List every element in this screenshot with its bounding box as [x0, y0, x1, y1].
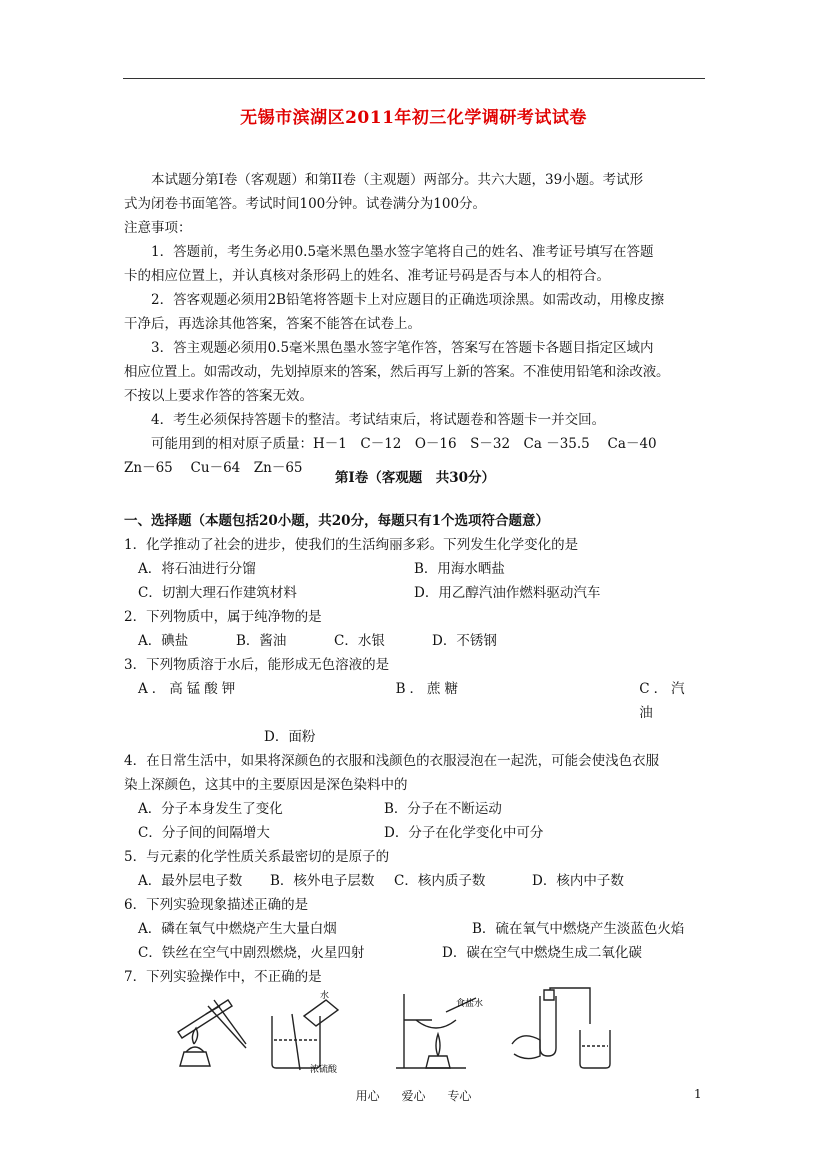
- part-title: 一、选择题（本题包括20小题，共20分，每题只有1个选项符合题意）: [124, 513, 549, 529]
- option-b: B．硫在氧气中燃烧产生淡蓝色火焰: [472, 921, 685, 937]
- option-d: D．面粉: [264, 729, 316, 745]
- note-line: 卡的相应位置上，并认真核对条形码上的姓名、准考证号码是否与本人的相符合。: [124, 268, 610, 284]
- intro-line: 本试题分第Ⅰ卷（客观题）和第II卷（主观题）两部分。共六大题，39小题。考试形: [151, 172, 644, 188]
- figure-dilution: [262, 986, 358, 1074]
- option-c: C．铁丝在空气中剧烈燃烧，火星四射: [138, 945, 365, 961]
- note-line: 2．答客观题必须用2B铅笔将答题卡上对应题目的正确选项涂黑。如需改动，用橡皮擦: [151, 292, 665, 308]
- section-heading: 第Ⅰ卷（客观题 共30分）: [334, 470, 496, 486]
- option-a: A．最外层电子数: [138, 873, 243, 889]
- intro-block: [124, 168, 706, 480]
- question-options: [124, 581, 706, 605]
- option-c: C．汽油: [639, 681, 689, 721]
- figure-heating-tube: [158, 986, 254, 1074]
- option-a: A．碘盐: [138, 633, 189, 649]
- question-stem: 6．下列实验现象描述正确的是: [124, 897, 309, 913]
- option-d: D．不锈钢: [432, 633, 497, 649]
- question-options: [124, 725, 706, 749]
- question-options: [124, 917, 706, 941]
- option-c: C．分子间的间隔增大: [138, 825, 270, 841]
- option-b: B．核外电子层数: [270, 873, 375, 889]
- option-d: D．核内中子数: [532, 873, 624, 889]
- option-b: B．蔗糖: [395, 681, 463, 697]
- note-line: 相应位置上。如需改动，先划掉原来的答案，然后再写上新的答案。不准使用铅笔和涂改液。: [124, 364, 670, 380]
- question-stem: 2．下列物质中，属于纯净物的是: [124, 609, 322, 625]
- option-c: C．切割大理石作建筑材料: [138, 585, 297, 601]
- question-stem: 7．下列实验操作中，不正确的是: [124, 969, 322, 985]
- footer-word: 爱心: [401, 1089, 426, 1103]
- question-options: [124, 629, 706, 653]
- page-number: 1: [694, 1087, 702, 1101]
- option-c: C．水银: [334, 633, 385, 649]
- question-options: [124, 797, 706, 821]
- question-stem: 3．下列物质溶于水后，能形成无色溶液的是: [124, 657, 390, 673]
- page-title: 无锡市滨湖区2011年初三化学调研考试试卷: [240, 108, 587, 128]
- option-a: A．磷在氧气中燃烧产生大量白烟: [138, 921, 337, 937]
- note-line: 干净后，再选涂其他答案，答案不能答在试卷上。: [124, 316, 421, 332]
- question-stem: 4．在日常生活中，如果将深颜色的衣服和浅颜色的衣服浸泡在一起洗，可能会使浅色衣服: [124, 753, 660, 769]
- figure-airtightness: [508, 986, 618, 1074]
- note-line: 4．考生必须保持答题卡的整洁。考试结束后，将试题卷和答题卡一并交回。: [151, 412, 606, 428]
- option-b: B．酱油: [236, 633, 287, 649]
- footer-word: 专心: [447, 1089, 472, 1103]
- option-d: D．用乙醇汽油作燃料驱动汽车: [414, 585, 601, 601]
- question-options: [124, 821, 706, 845]
- option-a: A．将石油进行分馏: [138, 561, 256, 577]
- note-line: 3．答主观题必须用0.5毫米黑色墨水签字笔作答，答案写在答题卡各题目指定区域内: [151, 340, 654, 356]
- questions-block: [124, 509, 706, 989]
- question-options: [124, 869, 706, 893]
- question-stem: 5．与元素的化学性质关系最密切的是原子的: [124, 849, 390, 865]
- question-options: [124, 941, 706, 965]
- label-water: 水: [320, 991, 330, 1001]
- header-rule: [123, 78, 705, 79]
- option-d: D．碳在空气中燃烧生成二氧化碳: [442, 945, 642, 961]
- intro-line: 式为闭卷书面笔答。考试时间100分钟。试卷满分为100分。: [124, 196, 487, 212]
- question-options: [124, 677, 706, 725]
- atomic-masses: 可能用到的相对原子质量：H－1 C－12 O－16 S－32 Ca －35.5 Ca－40: [151, 436, 657, 452]
- option-a: A．分子本身发生了变化: [138, 801, 283, 817]
- note-line: 1．答题前，考生务必用0.5毫米黑色墨水签字笔将自己的姓名、准考证号填写在答题: [151, 244, 654, 260]
- note-line: 不按以上要求作答的答案无效。: [124, 388, 313, 404]
- question-stem: 染上深颜色，这其中的主要原因是深色染料中的: [124, 777, 408, 793]
- question-stem: 1．化学推动了社会的进步，使我们的生活绚丽多彩。下列发生化学变化的是: [124, 537, 579, 553]
- option-d: D．分子在化学变化中可分: [384, 825, 544, 841]
- atomic-masses: Zn－65 Cu－64 Zn－65: [124, 460, 303, 476]
- label-acid: 浓硫酸: [310, 1065, 338, 1074]
- option-a: A．高锰酸钾: [138, 681, 240, 697]
- q7-figures: [150, 986, 710, 1078]
- question-options: [124, 557, 706, 581]
- footer-motto: [0, 1087, 827, 1104]
- option-c: C．核内质子数: [394, 873, 486, 889]
- footer-word: 用心: [355, 1089, 380, 1103]
- option-b: B．分子在不断运动: [384, 801, 502, 817]
- notes-label: 注意事项：: [124, 220, 192, 236]
- label-salt-water: 食盐水: [456, 999, 484, 1009]
- option-b: B．用海水晒盐: [414, 561, 505, 577]
- figure-evaporation: [386, 986, 496, 1074]
